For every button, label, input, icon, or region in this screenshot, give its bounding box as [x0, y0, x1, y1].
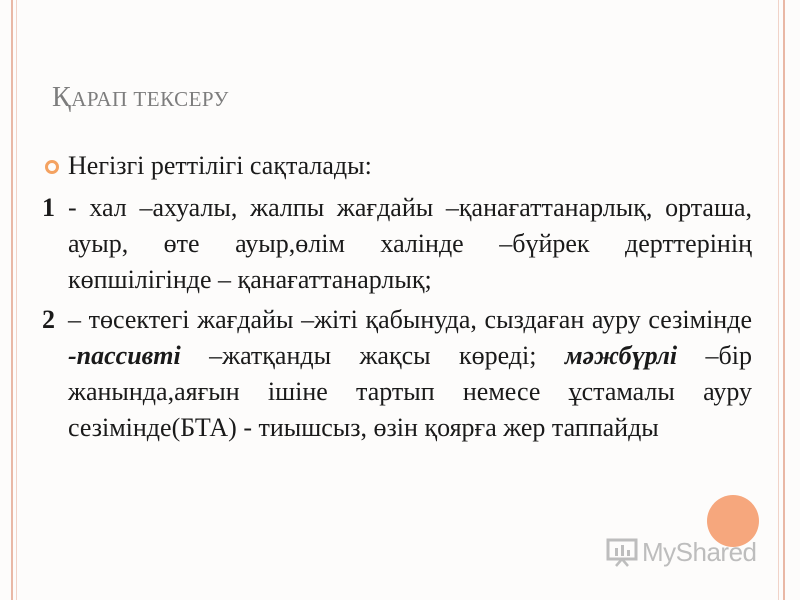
- paragraph-2-text-c: –бір жанында,аяғын ішіне тартып немесе ұстамалы ауру сезімінде(БТА) - тиышсыз, өзін қоярға жер таппайды: [68, 341, 752, 442]
- bullet-item: [40, 148, 752, 184]
- bullet-circle-icon: [45, 160, 59, 174]
- paragraph-1: [40, 190, 752, 298]
- frame-line-right-inner: [778, 0, 779, 600]
- frame-line-right: [783, 0, 785, 600]
- paragraph-2-bold-b: мәжбүрлі: [564, 341, 678, 370]
- paragraph-2-number: 2: [42, 305, 55, 334]
- bullet-text: Негізгі реттілігі сақталады:: [68, 151, 372, 180]
- frame-line-left-inner: [16, 0, 17, 600]
- slide-title: [52, 82, 229, 114]
- slide-title-rest: АРАП ТЕКСЕРУ: [71, 87, 229, 111]
- frame-line-left: [11, 0, 13, 600]
- paragraph-2-bold-a: -пассивті: [68, 341, 181, 370]
- slide-title-cap: Қ: [52, 82, 72, 113]
- paragraph-1-number: 1: [42, 193, 55, 222]
- watermark-text: MyShared: [642, 536, 757, 567]
- watermark-logo: [606, 532, 757, 572]
- slide-content: [40, 148, 752, 450]
- paragraph-1-text: - хал –ахуалы, жалпы жағдайы –қанағаттанарлық, орташа, ауыр, өте ауыр,өлім халінде –бүйрек дерттерінің көпшілігінде – қанағаттанарлық;: [68, 193, 752, 294]
- presentation-board-icon: [606, 537, 638, 567]
- paragraph-2-text-b: –жатқанды жақсы көреді;: [180, 341, 565, 370]
- paragraph-2-text-a: – төсектегі жағдайы –жіті қабынуда, сыздаған ауру сезімінде: [68, 305, 752, 334]
- paragraph-2: [40, 302, 752, 446]
- paragraph-2-text: [68, 302, 752, 446]
